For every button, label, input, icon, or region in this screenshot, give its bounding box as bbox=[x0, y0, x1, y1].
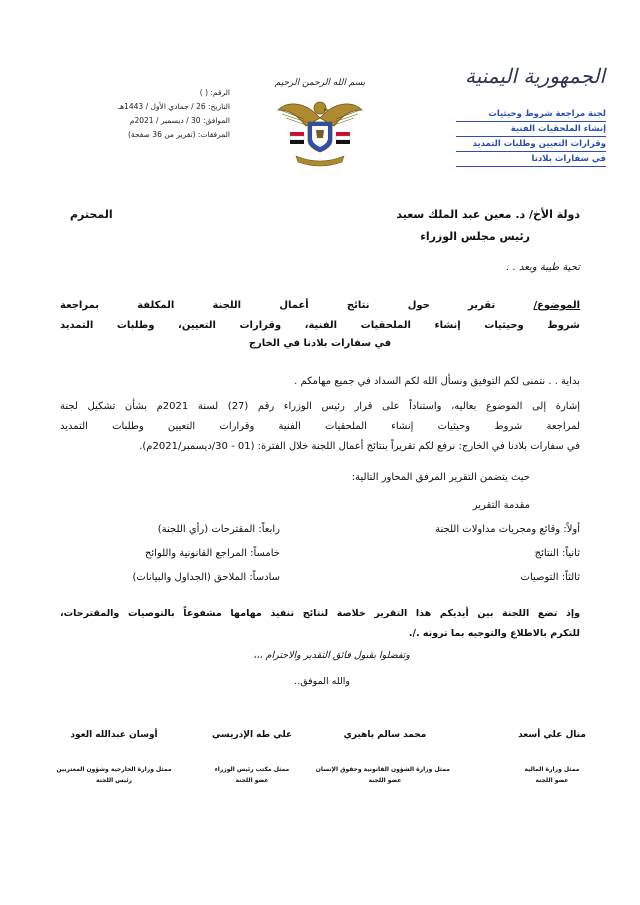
closing: وتفضلوا بقبول فائق التقدير والاحترام ،،، bbox=[253, 650, 410, 661]
signatory-membership: رئيس اللجنة bbox=[96, 777, 132, 784]
ref-number: الرقم: ( ) bbox=[199, 88, 230, 97]
body-line-3: في سفارات بلادنا في الخارج: نرفع لكم تقريراً بنتائج أعمال اللجنة خلال الفترة: (01 - 30/ديسمبر/2021م). bbox=[139, 441, 580, 452]
signatory-membership: عضو اللجنة bbox=[535, 777, 569, 784]
committee-header bbox=[456, 108, 606, 168]
signatory-membership: عضو اللجنة bbox=[235, 777, 269, 784]
subject-label: الموضوع/ bbox=[533, 300, 581, 311]
subject-line-2: شروط وحيثيات إنشاء الملحقيات الفنية، وقرارات التعيين، وطلبات التمديد bbox=[60, 320, 580, 331]
republic-wordmark: الجمهورية اليمنية bbox=[464, 64, 606, 88]
contents-item: ثانياً: النتائج bbox=[534, 548, 580, 559]
subject bbox=[60, 296, 580, 336]
signatory-name: منال علي أسعد bbox=[518, 730, 586, 740]
signatory bbox=[204, 730, 300, 786]
request-line-2: للتكرم بالاطلاع والتوجيه بما ترونه ./. bbox=[408, 628, 580, 639]
subject-line-3: في سفارات بلادنا في الخارج bbox=[248, 338, 392, 349]
signatory-role: ممثل مكتب رئيس الوزراء bbox=[214, 766, 290, 773]
contents-item: ثالثاً: التوصيات bbox=[520, 572, 580, 583]
greeting: تحية طيبة وبعد . . bbox=[506, 262, 580, 273]
signatory-role: ممثل وزارة المالية bbox=[524, 766, 580, 773]
national-emblem-icon bbox=[276, 92, 364, 170]
subject-line-1 bbox=[60, 296, 580, 316]
contents-item: أولاً: وقائع ومجريات مداولات اللجنة bbox=[435, 524, 580, 535]
committee-line: وقرارات التعيين وطلبات التمديد bbox=[456, 138, 606, 152]
addressee-name: دولة الأخ/ د. معين عبد الملك سعيد bbox=[396, 208, 580, 221]
signatory-name: أوسان عبدالله العود bbox=[70, 730, 158, 740]
signatory-role: ممثل وزارة الشؤون القانونية وحقوق الإنسان bbox=[315, 766, 450, 773]
signatory bbox=[504, 730, 600, 786]
committee-line: إنشاء الملحقيات الفنية bbox=[456, 123, 606, 137]
reference-block bbox=[60, 86, 230, 142]
sign-off: والله الموفق.. bbox=[294, 676, 350, 687]
signatory bbox=[54, 730, 174, 786]
ref-date-gregorian: الموافق: 30 / ديسمبر / 2021م bbox=[129, 116, 230, 125]
committee-line: في سفارات بلادنا bbox=[456, 153, 606, 167]
signatory-name: محمد سالم باهيري bbox=[343, 730, 427, 740]
contents-item: رابعاً: المقترحات (رأي اللجنة) bbox=[157, 524, 280, 535]
signatory bbox=[315, 730, 450, 786]
committee-line: لجنة مراجعة شروط وحيثيات bbox=[456, 108, 606, 122]
opening-line: بداية . . نتمنى لكم التوفيق ونسأل الله لكم السداد في جميع مهامكم . bbox=[294, 376, 580, 387]
signatory-name: علي طه الإدريسي bbox=[211, 730, 293, 740]
contents-intro: حيث يتضمن التقرير المرفق المحاور التالية: bbox=[351, 472, 530, 483]
contents-heading: مقدمة التقرير bbox=[472, 500, 530, 511]
basmala: بسم الله الرحمن الرحيم bbox=[274, 78, 366, 88]
ref-attachments: المرفقات: (تقرير من 36 صفحة) bbox=[127, 130, 230, 139]
contents-item: سادساً: الملاحق (الجداول والبيانات) bbox=[132, 572, 280, 583]
request-line-1: وإذ تضع اللجنة بين أيديكم هذا التقرير خلاصة لنتائج تنفيذ مهامها مشفوعاً بالتوصيات والمقترحات، bbox=[60, 608, 580, 619]
signatory-role: ممثل وزارة الخارجية وشؤون المغتربين bbox=[56, 766, 172, 773]
subject-text-1: تقرير حول نتائج أعمال اللجنة المكلفة بمراجعة bbox=[60, 300, 496, 311]
contents-item: خامساً: المراجع القانونية واللوائح bbox=[144, 548, 280, 559]
body-line-1: إشارة إلى الموضوع بعاليه، واستناداً على قرار رئيس الوزراء رقم (27) لسنة 2021م بشأن تشكيل لجنة bbox=[60, 401, 581, 412]
addressee-title: رئيس مجلس الوزراء bbox=[420, 230, 530, 243]
addressee-honorific: المحترم bbox=[70, 208, 113, 221]
ref-date-hijri: التاريخ: 26 / جمادي الأول / 1443هـ bbox=[117, 102, 230, 111]
signatory-membership: عضو اللجنة bbox=[368, 777, 402, 784]
body-line-2: لمراجعة شروط وحيثيات إنشاء الملحقيات الفنية وقرارات التعيين وطلبات التمديد bbox=[60, 421, 580, 432]
